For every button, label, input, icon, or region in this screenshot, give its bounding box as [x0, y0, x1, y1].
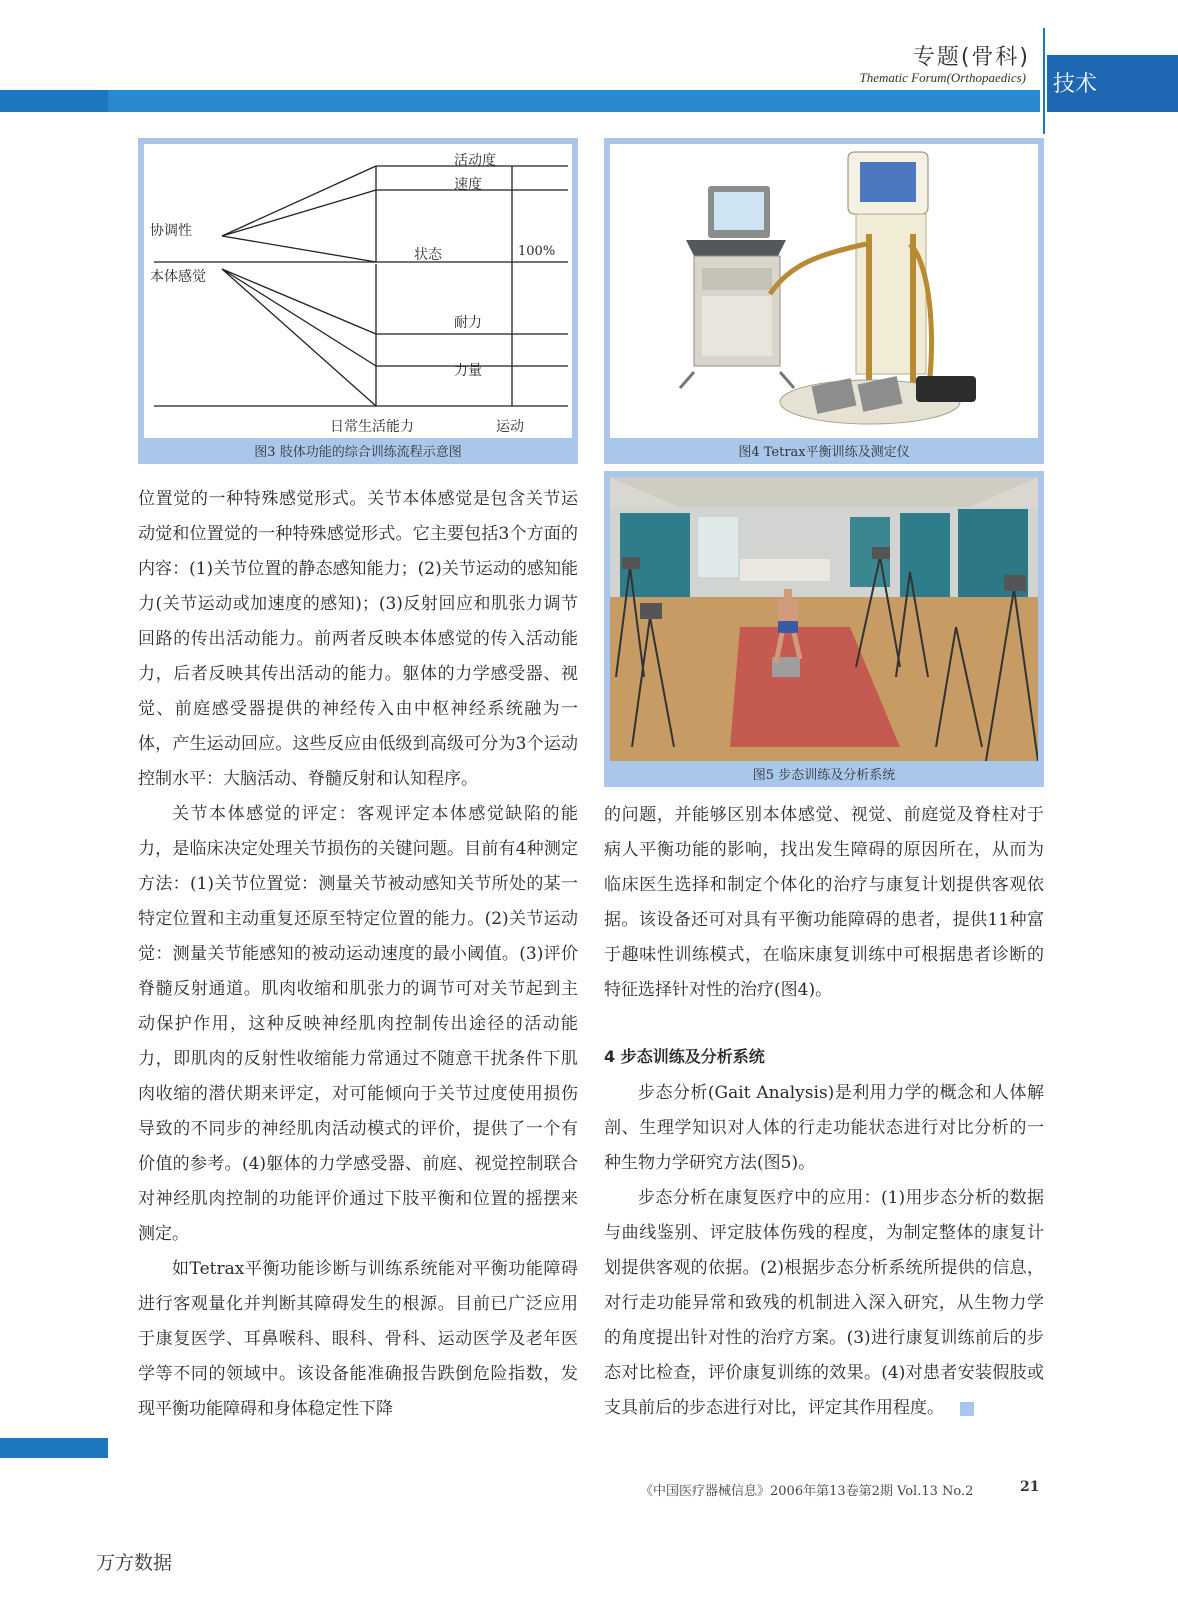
label-strength: 力量: [454, 363, 482, 379]
left-paragraph-3: 如Tetrax平衡功能诊断与训练系统能对平衡功能障碍进行客观量化并判断其障碍发生的根源。目前已广泛应用于康复医学、耳鼻喉科、眼科、骨科、运动医学及老年医学等不同的领域中。该设备能准确报告跌倒危险指数，发现平衡功能障碍和身体稳定性下降: [138, 1259, 578, 1419]
right-paragraph-2: 步态分析(Gait Analysis)是利用力学的概念和人体解剖、生理学知识对人体的行走功能状态进行对比分析的一种生物力学研究方法(图5)。: [604, 1083, 1044, 1173]
right-paragraph-1: 的问题，并能够区别本体感觉、视觉、前庭觉及脊柱对于病人平衡功能的影响，找出发生障碍的原因所在，从而为临床医生选择和制定个体化的治疗与康复计划提供客观依据。该设备还可对具有平衡功能障碍的患者，提供11种富于趣味性训练模式，在临床康复训练中可根据患者诊断的特征选择针对性的治疗(图4)。: [604, 805, 1044, 1000]
tetrax-device-illustration: [610, 144, 1038, 438]
journal-citation: 《中国医疗器械信息》2006年第13卷第2期 Vol.13 No.2: [640, 1484, 974, 1499]
footer-band: [0, 1438, 108, 1458]
label-proprioception: 本体感觉: [150, 269, 206, 285]
page-subtitle: Thematic Forum(Orthopaedics): [859, 70, 1026, 85]
label-speed: 速度: [454, 177, 482, 193]
section-tab: [1047, 55, 1178, 112]
right-column-top: [604, 798, 1044, 1008]
section-heading: 4 步态训练及分析系统: [604, 1047, 765, 1066]
header-band: [108, 90, 1040, 112]
label-state: 状态: [414, 247, 442, 263]
label-full: 100%: [518, 244, 556, 259]
watermark: 万方数据: [96, 1552, 173, 1574]
kiosk-screen: [860, 162, 916, 202]
left-paragraph-2: 关节本体感觉的评定：客观评定本体感觉缺陷的能力，是临床决定处理关节损伤的关键问题。目前有4种测定方法：(1)关节位置觉：测量关节被动感知关节所处的某一特定位置和主动重复还原至特定位置的能力。(2)关节运动觉：测量关节能感知的被动运动速度的最小阈值。(3)评价脊髓反射通道。肌肉收缩和肌张力的调节可对关节起到主动保护作用，这种反映神经肌肉控制传出途径的活动能力，即肌肉的反射性收缩能力常通过不随意干扰条件下肌肉收缩的潜伏期来评定，对可能倾向于关节过度使用损伤导致的不同步的神经肌肉活动模式的评价，提供了一个有价值的参考。(4)躯体的力学感受器、前庭、视觉控制联合对神经肌肉控制的功能评价通过下肢平衡和位置的摇摆来测定。: [138, 804, 578, 1244]
label-mobility: 活动度: [454, 153, 496, 169]
right-paragraph-3: 步态分析在康复医疗中的应用：(1)用步态分析的数据与曲线鉴别、评定肢体伤残的程度，为制定整体的康复计划提供客观的依据。(2)根据步态分析系统所提供的信息，对行走功能异常和致残的机制进入深入研究，从生物力学的角度提出针对性的治疗方案。(3)进行康复训练前后的步态对比检查，评价康复训练的效果。(4)对患者安装假肢或支具前后的步态进行对比，评定其作用程度。: [604, 1188, 1044, 1418]
header-band-accent: [0, 90, 108, 112]
figure-3: [138, 138, 578, 464]
left-paragraph-1: 位置觉的一种特殊感觉形式。关节本体感觉是包含关节运动觉和位置觉的一种特殊感觉形式。它主要包括3个方面的内容：(1)关节位置的静态感知能力；(2)关节运动的感知能力(关节运动或加速度的感知)；(3)反射回应和肌张力调节回路的传出活动能力。前两者反映本体感觉的传入活动能力，后者反映其传出活动的能力。躯体的力学感受器、视觉、前庭感受器提供的神经传入由中枢神经系统融为一体，产生运动回应。这些反应由低级到高级可分为3个运动控制水平：大脑活动、脊髓反射和认知程序。: [138, 489, 578, 789]
figure-5: [604, 471, 1044, 787]
label-endurance: 耐力: [454, 315, 482, 331]
left-column: [138, 482, 578, 1427]
label-sport: 运动: [496, 419, 524, 435]
figure-3-caption: 图3 肢体功能的综合训练流程示意图: [254, 445, 462, 460]
figure-4-caption: 图4 Tetrax平衡训练及测定仪: [738, 445, 910, 460]
right-column-bottom: [604, 1042, 1044, 1426]
header-divider: [1043, 28, 1045, 134]
figure-3-diagram: [144, 144, 572, 438]
section-tab-label: 技术: [1053, 72, 1098, 97]
figure-5-photo: [610, 477, 1038, 761]
figure-4: [604, 138, 1044, 464]
figure-5-caption: 图5 步态训练及分析系统: [752, 768, 896, 783]
label-coordination: 协调性: [150, 223, 192, 239]
figure-4-photo: [610, 144, 1038, 438]
gait-lab-illustration: [610, 477, 1038, 761]
page-title: 专题(骨科): [912, 45, 1030, 70]
page-number: 21: [1020, 1479, 1040, 1495]
label-daily-living: 日常生活能力: [330, 419, 414, 435]
training-flow-diagram: [144, 144, 572, 438]
end-mark-icon: [960, 1402, 974, 1416]
